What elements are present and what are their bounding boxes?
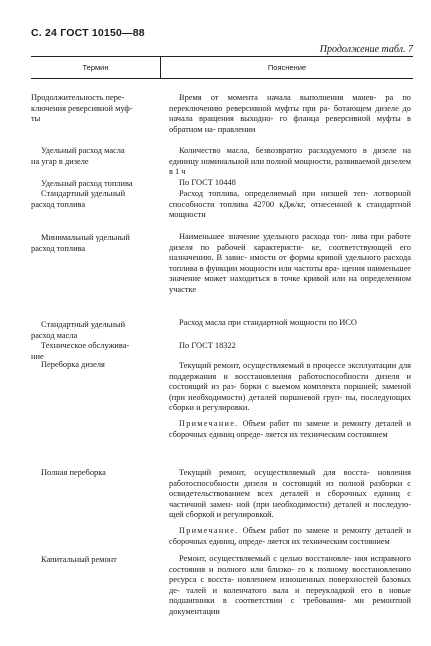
term-switch-duration: Продолжительность пере- ключения реверсивной муф- ты <box>31 93 133 124</box>
term-full-overhaul: Полная переборка <box>41 468 106 477</box>
explanation-diesel-overhaul: Текущий ремонт, осуществляемый в процессе эксплуатации для поддержания и восстановления работоспособности дизеля и состоящий из раз- борки с выемом комплекта поршней; заменой (при необходимости) деталей поршневой груп- пы, последующих сборки и регулировки. Примечание. Объем работ по замене и ремонту деталей и сборочных единиц опреде- ляется их техническим состоянием <box>169 361 411 439</box>
term-capital-repair: Капитальный ремонт <box>41 555 117 564</box>
note-full-overhaul: Примечание. Объем работ по замене и ремонту деталей и сборочных единиц, опреде- ляется их техническим состоянием <box>169 525 411 546</box>
table-continuation-caption: Продолжение табл. 7 <box>319 44 413 55</box>
note-diesel-overhaul: Примечание. Объем работ по замене и ремонту деталей и сборочных единиц опреде- ляется их техническим состоянием <box>169 418 411 439</box>
table-header-rule <box>31 78 413 79</box>
term-maintenance: Техническое обслужива- ние <box>31 341 130 361</box>
page-header: С. 24 ГОСТ 10150—88 <box>31 27 145 39</box>
explanation-capital-repair: Ремонт, осуществляемый с целью восстановле- ния исправного состояния и полного или близко- го к полному восстановлению ресурса с восста- новлением изношенных поверхностей базовых де- талей и коленчатого вала и переукладкой его в новые подшипники в соответствии с требования- ми ремонтной документации <box>169 554 411 616</box>
explanation-switch-duration: Время от момента начала выполнения манев- ра по переключению реверсивной муфты при ра- ботающем дизеле до начала вращения выходно- го фланца реверсивной муфты в обратном на- правлении <box>169 93 411 134</box>
explanation-standard-oil-rate: Расход масла при стандартной мощности по ИСО <box>179 318 357 327</box>
term-standard-oil-rate: Стандартный удельный расход масла <box>31 320 126 340</box>
table-top-rule <box>31 56 413 57</box>
term-oil-burn-rate: Удельный расход масла на угар в дизеле <box>31 146 125 166</box>
explanation-full-overhaul: Текущий ремонт, осуществляемый для восста- новления работоспособности дизеля и состоящий из полной разборки с освидетельствованием всех деталей и сборочных единиц с частичной замен- ной (при необходимости) деталей и последую- щей сборкой и регулировкой. Примечание. Объем работ по замене и ремонту деталей и сборочных единиц, опреде- ляется их техническим состоянием <box>169 468 411 546</box>
term-diesel-overhaul: Переборка дизеля <box>41 360 105 369</box>
column-header-explanation: Пояснение <box>267 63 307 72</box>
term-standard-fuel-rate: Стандартный удельный расход топлива <box>31 189 126 209</box>
explanation-maintenance: По ГОСТ 18322 <box>179 341 236 350</box>
term-min-fuel-rate: Минимальный удельный расход топлива <box>31 233 130 253</box>
explanation-standard-fuel-rate: Расход топлива, определяемый при низшей теп- лотворной способности топлива 42700 кДж/кг, отнесенной к стандартной мощности <box>169 189 411 220</box>
explanation-fuel-rate: По ГОСТ 10448 <box>179 178 236 187</box>
terms-table <box>31 56 413 624</box>
column-header-term: Термин <box>82 63 109 72</box>
term-fuel-rate: Удельный расход топлива <box>41 179 133 188</box>
explanation-oil-burn-rate: Количество масла, безвозвратно расходуемого в дизеле на единицу номинальной или полной мощности, развиваемой дизелем в 1 ч <box>169 146 411 177</box>
explanation-min-fuel-rate: Наименьшее значение удельного расхода топ- лива при работе дизеля по рабочей характеристи- ке, соответствующей его назначению. В завис- имости от формы кривой удельного расхода топлива в функции мощности или частоты вра- щения наименьшее значение может находиться в точке кривой или на определенном участке <box>169 232 411 294</box>
